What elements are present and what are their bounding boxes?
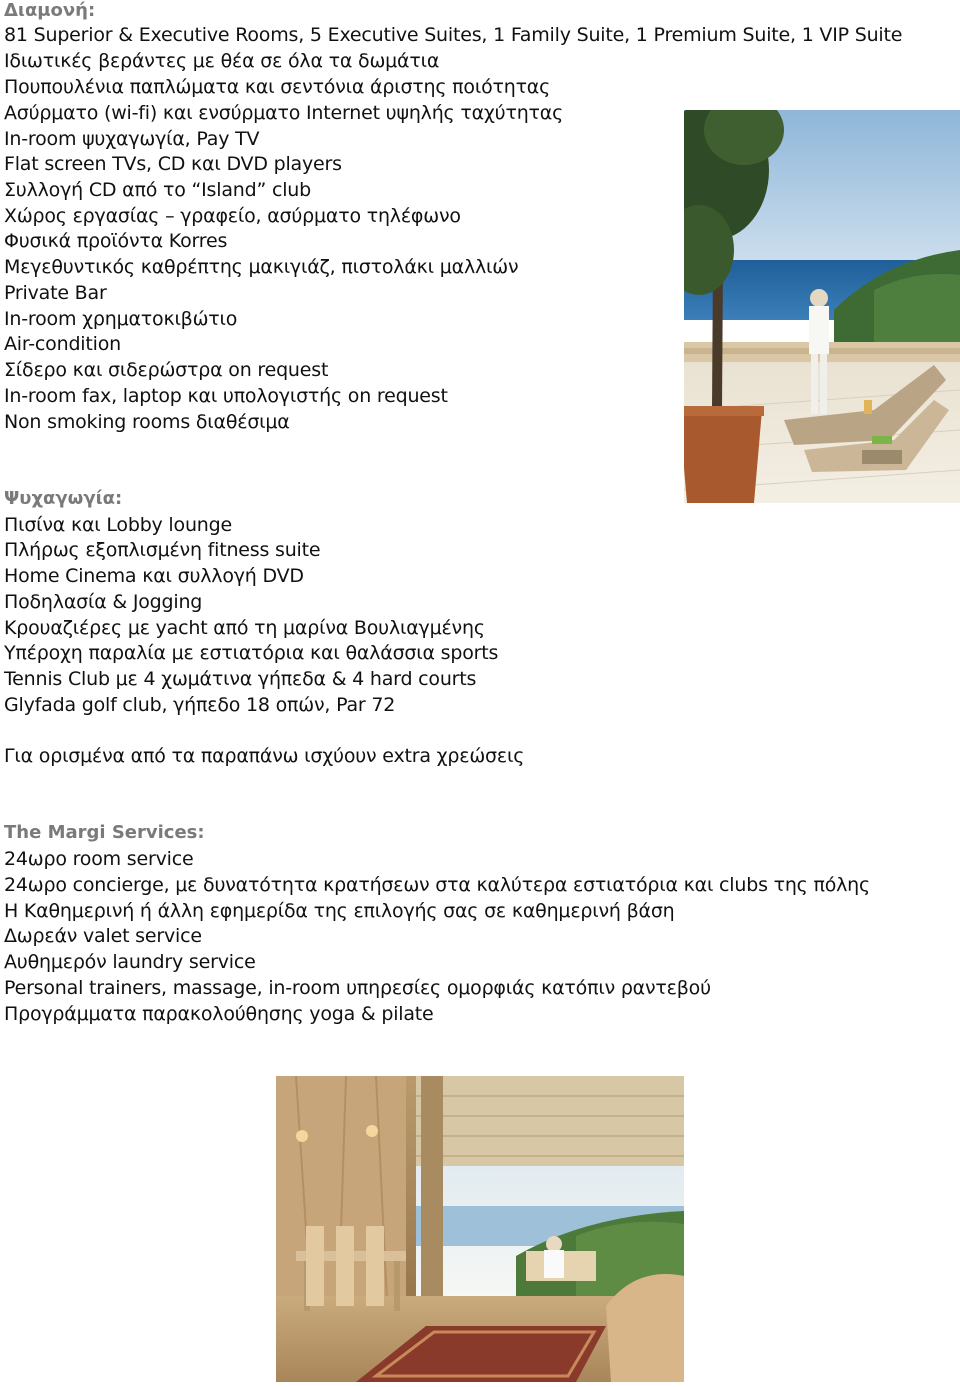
accommodation-item: In-room fax, laptop και υπολογιστής on request xyxy=(4,385,448,407)
extra-charges-note: Για ορισμένα από τα παραπάνω ισχύουν extra χρεώσεις xyxy=(4,745,525,767)
entertainment-item: Πισίνα και Lobby lounge xyxy=(4,514,232,536)
accommodation-item: Μεγεθυντικός καθρέπτης μακιγιάζ, πιστολάκι μαλλιών xyxy=(4,256,519,278)
entertainment-item: Tennis Club με 4 χωμάτινα γήπεδα & 4 hard courts xyxy=(4,668,477,690)
accommodation-item: Non smoking rooms διαθέσιμα xyxy=(4,411,290,433)
accommodation-item: Πουπουλένια παπλώματα και σεντόνια άριστης ποιότητας xyxy=(4,76,551,98)
entertainment-item: Ποδηλασία & Jogging xyxy=(4,591,203,613)
services-item: 24ωρο concierge, με δυνατότητα κρατήσεων στα καλύτερα εστιατόρια και clubs της πόλης xyxy=(4,874,870,896)
suite-interior-photo xyxy=(276,1076,684,1382)
accommodation-item: Χώρος εργασίας – γραφείο, ασύρματο τηλέφωνο xyxy=(4,205,461,227)
services-item: Αυθημερόν laundry service xyxy=(4,951,256,973)
accommodation-item: Φυσικά προϊόντα Korres xyxy=(4,230,228,252)
services-item: Προγράμματα παρακολούθησης yoga & pilate xyxy=(4,1003,434,1025)
accommodation-item: Air-condition xyxy=(4,333,121,355)
entertainment-item: Home Cinema και συλλογή DVD xyxy=(4,565,304,587)
entertainment-item: Πλήρως εξοπλισμένη fitness suite xyxy=(4,539,321,561)
services-item: Δωρεάν valet service xyxy=(4,925,202,947)
accommodation-item: Flat screen TVs, CD και DVD players xyxy=(4,153,342,175)
accommodation-item: 81 Superior & Executive Rooms, 5 Executive Suites, 1 Family Suite, 1 Premium Suite, 1 VIP Suite xyxy=(4,24,903,46)
accommodation-item: Συλλογή CD από το “Island” club xyxy=(4,179,311,201)
entertainment-item: Glyfada golf club, γήπεδο 18 οπών, Par 72 xyxy=(4,694,396,716)
accommodation-item: Σίδερο και σιδερώστρα on request xyxy=(4,359,329,381)
accommodation-heading: Διαμονή: xyxy=(4,0,96,21)
terrace-photo xyxy=(684,110,960,503)
accommodation-item: In-room ψυχαγωγία, Pay TV xyxy=(4,128,260,150)
services-item: Personal trainers, massage, in-room υπηρεσίες ομορφιάς κατόπιν ραντεβού xyxy=(4,977,711,999)
services-item: Η Καθημερινή ή άλλη εφημερίδα της επιλογής σας σε καθημερινή βάση xyxy=(4,900,675,922)
accommodation-item: Ιδιωτικές βεράντες με θέα σε όλα τα δωμάτια xyxy=(4,50,440,72)
entertainment-heading: Ψυχαγωγία: xyxy=(4,488,123,509)
accommodation-item: In-room χρηματοκιβώτιο xyxy=(4,308,238,330)
entertainment-item: Υπέροχη παραλία με εστιατόρια και θαλάσσια sports xyxy=(4,642,499,664)
accommodation-item: Ασύρματο (wi-fi) και ενσύρματο Internet υψηλής ταχύτητας xyxy=(4,102,564,124)
services-heading: The Margi Services: xyxy=(4,822,205,843)
services-item: 24ωρο room service xyxy=(4,848,194,870)
entertainment-item: Κρουαζιέρες με yacht από τη μαρίνα Βουλιαγμένης xyxy=(4,617,485,639)
accommodation-item: Private Bar xyxy=(4,282,107,304)
